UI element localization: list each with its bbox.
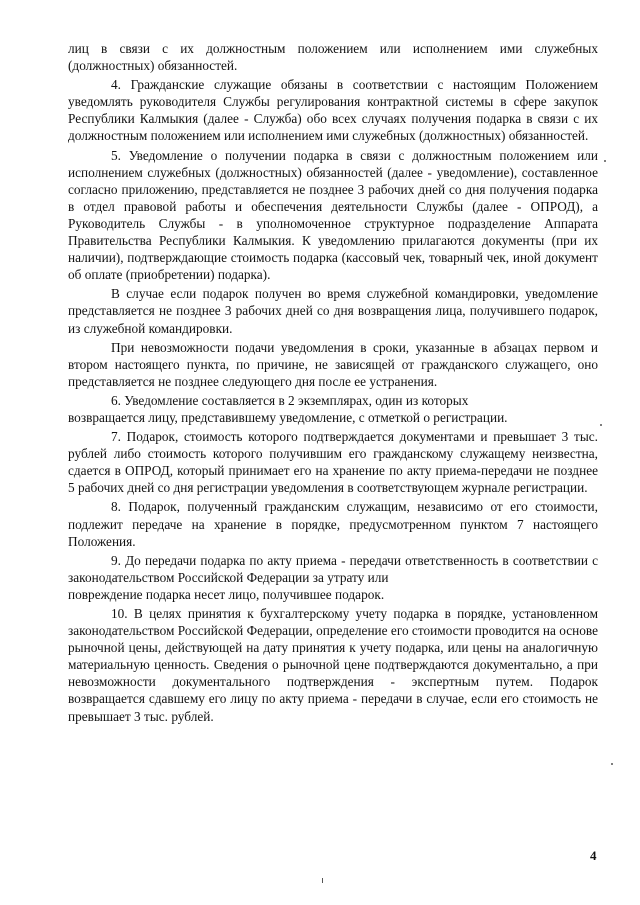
scan-speck — [611, 763, 613, 765]
scan-speck — [322, 878, 323, 883]
paragraph-item-4: 4. Гражданские служащие обязаны в соответствии с настоящим Положением уведомлять руководителя Службы регулирования контрактной системы в сфере закупок Республики Калмыкия (далее - Служба) обо всех случаях получения подарка в связи с их должностным положением или исполнением ими служебных (должностных) обязанностей. — [68, 77, 598, 144]
document-body — [68, 40, 598, 725]
paragraph-item-10: 10. В целях принятия к бухгалтерскому учету подарка в порядке, установленном законодательством Российской Федерации, определение его стоимости проводится на основе рыночной цены, действующей на дату принятия к учету подарка, или цены на аналогичную материальную ценность. Сведения о рыночной цене подтверждаются документально, а при невозможности документального подтверждения - экспертным путем. Подарок возвращается сдавшему его лицу по акту приема - передачи в случае, если его стоимость не превышает 3 тыс. рублей. — [68, 606, 598, 724]
scan-speck — [600, 424, 602, 426]
paragraph-item-9: 9. До передачи подарка по акту приема - передачи ответственность в соответствии с законодательством Российской Федерации за утрату или повреждение подарка несет лицо, получившее подарок. — [68, 552, 598, 602]
scan-speck — [604, 160, 606, 162]
paragraph-item-6: 6. Уведомление составляется в 2 экземплярах, один из которых возвращается лицу, представившему уведомление, с отметкой о регистрации. — [68, 392, 508, 425]
paragraph-continuation: лиц в связи с их должностным положением или исполнением ими служебных (должностных) обязанностей. — [68, 41, 598, 74]
paragraph-impossibility: При невозможности подачи уведомления в сроки, указанные в абзацах первом и втором настоящего пункта, по причине, не зависящей от гражданского служащего, оно представляется не позднее следующего дня после ее устранения. — [68, 339, 598, 389]
paragraph-item-8: 8. Подарок, полученный гражданским служащим, независимо от его стоимости, подлежит передаче на хранение в порядке, предусмотренном пунктом 7 настоящего Положения. — [68, 499, 598, 549]
page-number: 4 — [590, 848, 597, 863]
paragraph-item-5: 5. Уведомление о получении подарка в связи с должностным положением или исполнением служебных (должностных) обязанностей (далее - уведомление), составленное согласно приложению, представляется не позднее 3 рабочих дней со дня получения подарка в отдел правовой работы и обеспечения деятельности Службы (далее - ОПРОД), а Руководитель Службы - в уполномоченное структурное подразделение Аппарата Правительства Республики Калмыкия. К уведомлению прилагаются документы (при их наличии), подтверждающие стоимость подарка (кассовый чек, товарный чек, иной документ об оплате (приобретении) подарка). — [68, 147, 598, 283]
paragraph-business-trip: В случае если подарок получен во время служебной командировки, уведомление представляется не позднее 3 рабочих дней со дня возвращения лица, получившего подарок, из служебной командировки. — [68, 286, 598, 336]
paragraph-item-7: 7. Подарок, стоимость которого подтверждается документами и превышает 3 тыс. рублей либо стоимость которого получившим его гражданскому служащему неизвестна, сдается в ОПРОД, который принимает его на хранение по акту приема-передачи не позднее 5 рабочих дней со дня регистрации уведомления в соответствующем журнале регистрации. — [68, 429, 598, 496]
